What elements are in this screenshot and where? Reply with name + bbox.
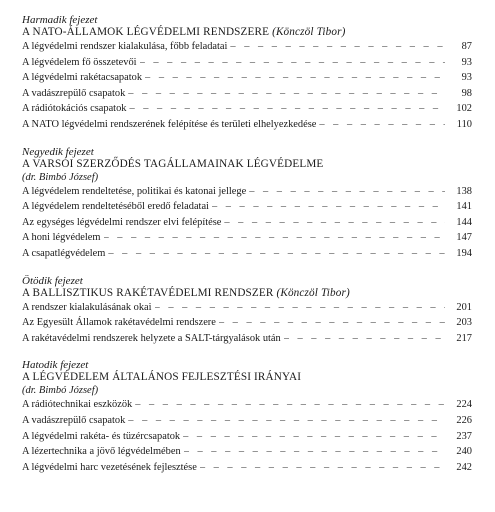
toc-entry-page: 138	[456, 185, 472, 197]
toc-entry-label: A vadászrepülő csapatok	[22, 414, 126, 426]
dot-leader	[140, 55, 445, 71]
toc-entry-label: A rádiótokációs csapatok	[22, 103, 127, 115]
toc-entry[interactable]	[22, 86, 472, 102]
toc-entry[interactable]	[22, 215, 472, 231]
toc-entry-page: 242	[456, 461, 472, 473]
toc-entry-label: A rakétavédelmi rendszerek helyzete a SALT-tárgyalások után	[22, 332, 281, 344]
toc-entry[interactable]	[22, 300, 472, 316]
toc-entry-page: 203	[456, 317, 472, 329]
toc-entry[interactable]	[22, 55, 472, 71]
dot-leader	[145, 70, 445, 86]
chapter-title: A LÉGVÉDELEM ÁLTALÁNOS FEJLESZTÉSI IRÁNYAI	[22, 371, 302, 384]
toc-entry[interactable]	[22, 199, 472, 215]
chapter-label: Ötödik fejezet	[22, 274, 83, 287]
table-of-contents	[22, 12, 472, 488]
chapter-title-text: A BALLISZTIKUS RAKÉTAVÉDELMI RENDSZER	[22, 286, 274, 299]
toc-entry[interactable]	[22, 117, 472, 133]
dot-leader	[129, 101, 445, 117]
toc-entry[interactable]	[22, 331, 472, 347]
toc-entry[interactable]	[22, 460, 472, 476]
toc-entry[interactable]	[22, 70, 472, 86]
toc-entry-label: A légvédelmi rakétacsapatok	[22, 72, 143, 84]
dot-leader	[128, 86, 445, 102]
toc-entry-page: 194	[456, 247, 472, 259]
chapter-title-text: A NATO-ÁLLAMOK LÉGVÉDELMI RENDSZERE	[22, 26, 270, 38]
toc-entry-page: 240	[456, 446, 472, 458]
toc-entry-label: Az egységes légvédelmi rendszer elvi felépítése	[22, 216, 222, 228]
toc-entry-page: 237	[456, 430, 472, 442]
toc-entry[interactable]	[22, 101, 472, 117]
chapter-label: Harmadik fejezet	[22, 14, 98, 26]
toc-section	[22, 146, 472, 262]
dot-leader	[212, 199, 445, 215]
dot-leader	[135, 397, 445, 413]
toc-entry[interactable]	[22, 429, 472, 445]
toc-entry-label: A légvédelmi rendszer kialakulása, főbb feladatai	[22, 41, 228, 52]
toc-entry-label: A rendszer kialakulásának okai	[22, 301, 152, 313]
toc-entry-page: 87	[461, 41, 472, 52]
dot-leader	[200, 460, 445, 476]
toc-section	[22, 359, 472, 475]
chapter-label: Hatodik fejezet	[22, 359, 89, 372]
toc-entry-label: A honi légvédelem	[22, 232, 101, 244]
dot-leader	[319, 117, 445, 133]
toc-entry-label: A csapatlégvédelem	[22, 247, 106, 259]
toc-entry-page: 93	[461, 56, 472, 68]
toc-entry-label: Az Egyesült Államok rakétavédelmi rendszere	[22, 317, 216, 329]
toc-entry-page: 201	[456, 301, 472, 313]
toc-section	[22, 275, 472, 347]
toc-entry[interactable]	[22, 397, 472, 413]
toc-entry-label: A lézertechnika a jövő légvédelmében	[22, 446, 181, 458]
dot-leader	[108, 246, 445, 262]
toc-entry-label: A NATO légvédelmi rendszerének felépítése és területi elhelyezkedése	[22, 118, 317, 130]
toc-entry[interactable]	[22, 184, 472, 200]
toc-entry-page: 224	[456, 399, 472, 411]
chapter-title	[22, 26, 472, 39]
dot-leader	[219, 315, 445, 331]
chapter-title: A VARSÓI SZERZŐDÉS TAGÁLLAMAINAK LÉGVÉDELME	[22, 157, 324, 170]
toc-section	[22, 14, 472, 133]
dot-leader	[249, 184, 445, 200]
dot-leader	[224, 215, 445, 231]
toc-entry-label: A rádiótechnikai eszközök	[22, 399, 133, 411]
chapter-author: (dr. Bimbó József)	[22, 385, 99, 397]
toc-entry-page: 144	[456, 216, 472, 228]
chapter-author: (Könczöl Tibor)	[276, 286, 350, 299]
chapter-author: (dr. Bimbó József)	[22, 171, 99, 183]
toc-entry-label: A légvédelem rendeltetése, politikai és katonai jellege	[22, 185, 247, 197]
chapter-title	[22, 287, 472, 300]
toc-entry-page: 141	[456, 201, 472, 213]
dot-leader	[128, 413, 445, 429]
chapter-label: Negyedik fejezet	[22, 145, 94, 158]
dot-leader	[104, 230, 446, 246]
toc-entry-page: 98	[461, 87, 472, 99]
toc-entry[interactable]	[22, 246, 472, 262]
toc-entry[interactable]	[22, 230, 472, 246]
toc-entry[interactable]	[22, 39, 472, 55]
toc-entry[interactable]	[22, 444, 472, 460]
toc-entry-page: 110	[456, 118, 472, 130]
dot-leader	[230, 39, 445, 55]
chapter-author: (Könczöl Tibor)	[272, 26, 346, 38]
toc-entry[interactable]	[22, 413, 472, 429]
toc-entry-page: 217	[456, 332, 472, 344]
toc-entry-label: A légvédelmi rakéta- és tüzércsapatok	[22, 430, 181, 442]
toc-entry-label: A légvédelmi harc vezetésének fejlesztése	[22, 461, 197, 473]
toc-entry-page: 147	[456, 232, 472, 244]
dot-leader	[184, 444, 445, 460]
toc-entry-label: A légvédelem rendeltetéséből eredő feladatai	[22, 201, 209, 213]
dot-leader	[284, 331, 445, 347]
dot-leader	[183, 429, 445, 445]
toc-entry-page: 226	[456, 414, 472, 426]
toc-entry-page: 93	[461, 72, 472, 84]
toc-entry-page: 102	[456, 103, 472, 115]
toc-entry-label: A vadászrepülő csapatok	[22, 87, 126, 99]
toc-entry[interactable]	[22, 315, 472, 331]
toc-entry-label: A légvédelem fő összetevői	[22, 56, 137, 68]
dot-leader	[155, 300, 445, 316]
